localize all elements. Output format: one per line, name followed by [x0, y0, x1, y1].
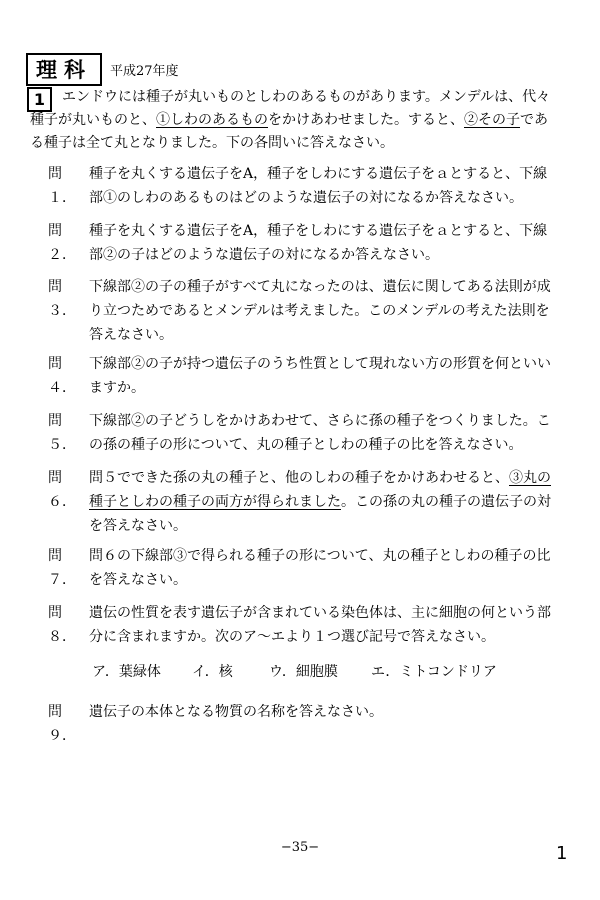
underline-3: ③丸の種子としわの種子の両方が得られました	[89, 470, 551, 510]
choice-e: エ．ミトコンドリア	[371, 664, 497, 680]
question-text: 下線部②の子どうしをかけあわせて、さらに孫の種子をつくりました。この孫の種子の形について、丸の種子としわの種子の比を答えなさい。	[89, 413, 551, 453]
choice-i: イ．核	[192, 664, 233, 680]
intro-text-1: エンドウには種子が丸いものとしわのあるものがあります。メンデルは、代々種子が丸いものと、	[30, 89, 551, 128]
question-text: 遺伝の性質を表す遺伝子が含まれている染色体は、主に細胞の何という部分に含まれますか。次のア～エより１つ選び記号で答えなさい。	[89, 605, 551, 645]
question-2	[48, 219, 558, 267]
answer-choices	[92, 660, 562, 684]
question-number: 問７．	[48, 548, 76, 588]
question-number: 問６．	[48, 470, 76, 510]
question-1	[48, 162, 558, 210]
question-number: 問９．	[48, 704, 76, 744]
question-text: 下線部②の子の種子がすべて丸になったのは、遺伝に関してある法則が成り立つためであるとメンデルは考えました。このメンデルの考えた法則を答えなさい。	[89, 279, 551, 343]
question-3	[48, 275, 558, 347]
question-9	[48, 700, 558, 744]
question-number: 問２．	[48, 223, 76, 263]
question-number: 問８．	[48, 605, 76, 645]
intro-paragraph	[30, 86, 560, 155]
question-5	[48, 409, 558, 457]
question-text: 種子を丸くする遺伝子をA，種子をしわにする遺伝子をａとすると、下線部①のしわのあるものはどのような遺伝子の対になるか答えなさい。	[89, 166, 548, 206]
header	[26, 53, 179, 86]
question-8	[48, 601, 558, 649]
corner-number: 1	[556, 843, 568, 864]
question-text: 下線部②の子が持つ遺伝子のうち性質として現れない方の形質を何といいますか。	[89, 356, 551, 396]
question-text: 問６の下線部③で得られる種子の形について、丸の種子としわの種子の比を答えなさい。	[89, 548, 551, 588]
choice-u: ウ．細胞膜	[269, 664, 338, 680]
exam-year: 平成27年度	[110, 64, 179, 79]
underline-1: ①しわのあるもの	[156, 112, 268, 128]
intro-text-2: をかけあわせました。すると、	[268, 112, 464, 128]
question-text: 遺伝子の本体となる物質の名称を答えなさい。	[89, 704, 383, 720]
underline-2: ②その子	[464, 112, 520, 128]
question-6-text-a: 問５でできた孫の丸の種子と、他のしわの種子をかけあわせると、	[89, 470, 509, 486]
subject-title: 理科	[26, 53, 102, 86]
question-text: 種子を丸くする遺伝子をA，種子をしわにする遺伝子をａとすると、下線部②の子はどのような遺伝子の対になるか答えなさい。	[89, 223, 548, 263]
question-4	[48, 352, 558, 400]
question-number: 問３．	[48, 279, 76, 319]
section-number: 1	[27, 87, 52, 112]
question-6-text-b: 。この孫の丸の種子の遺伝子の対を答えなさい。	[89, 494, 551, 534]
question-number: 問４．	[48, 356, 76, 396]
choice-a: ア．葉緑体	[92, 664, 161, 680]
question-number: 問１．	[48, 166, 76, 206]
intro-text-3: である種子は全て丸となりました。下の各問いに答えなさい。	[30, 112, 548, 151]
question-6	[48, 466, 558, 538]
question-number: 問５．	[48, 413, 76, 453]
question-7	[48, 544, 558, 592]
question-text	[89, 466, 558, 538]
page-number: −35−	[280, 840, 320, 855]
